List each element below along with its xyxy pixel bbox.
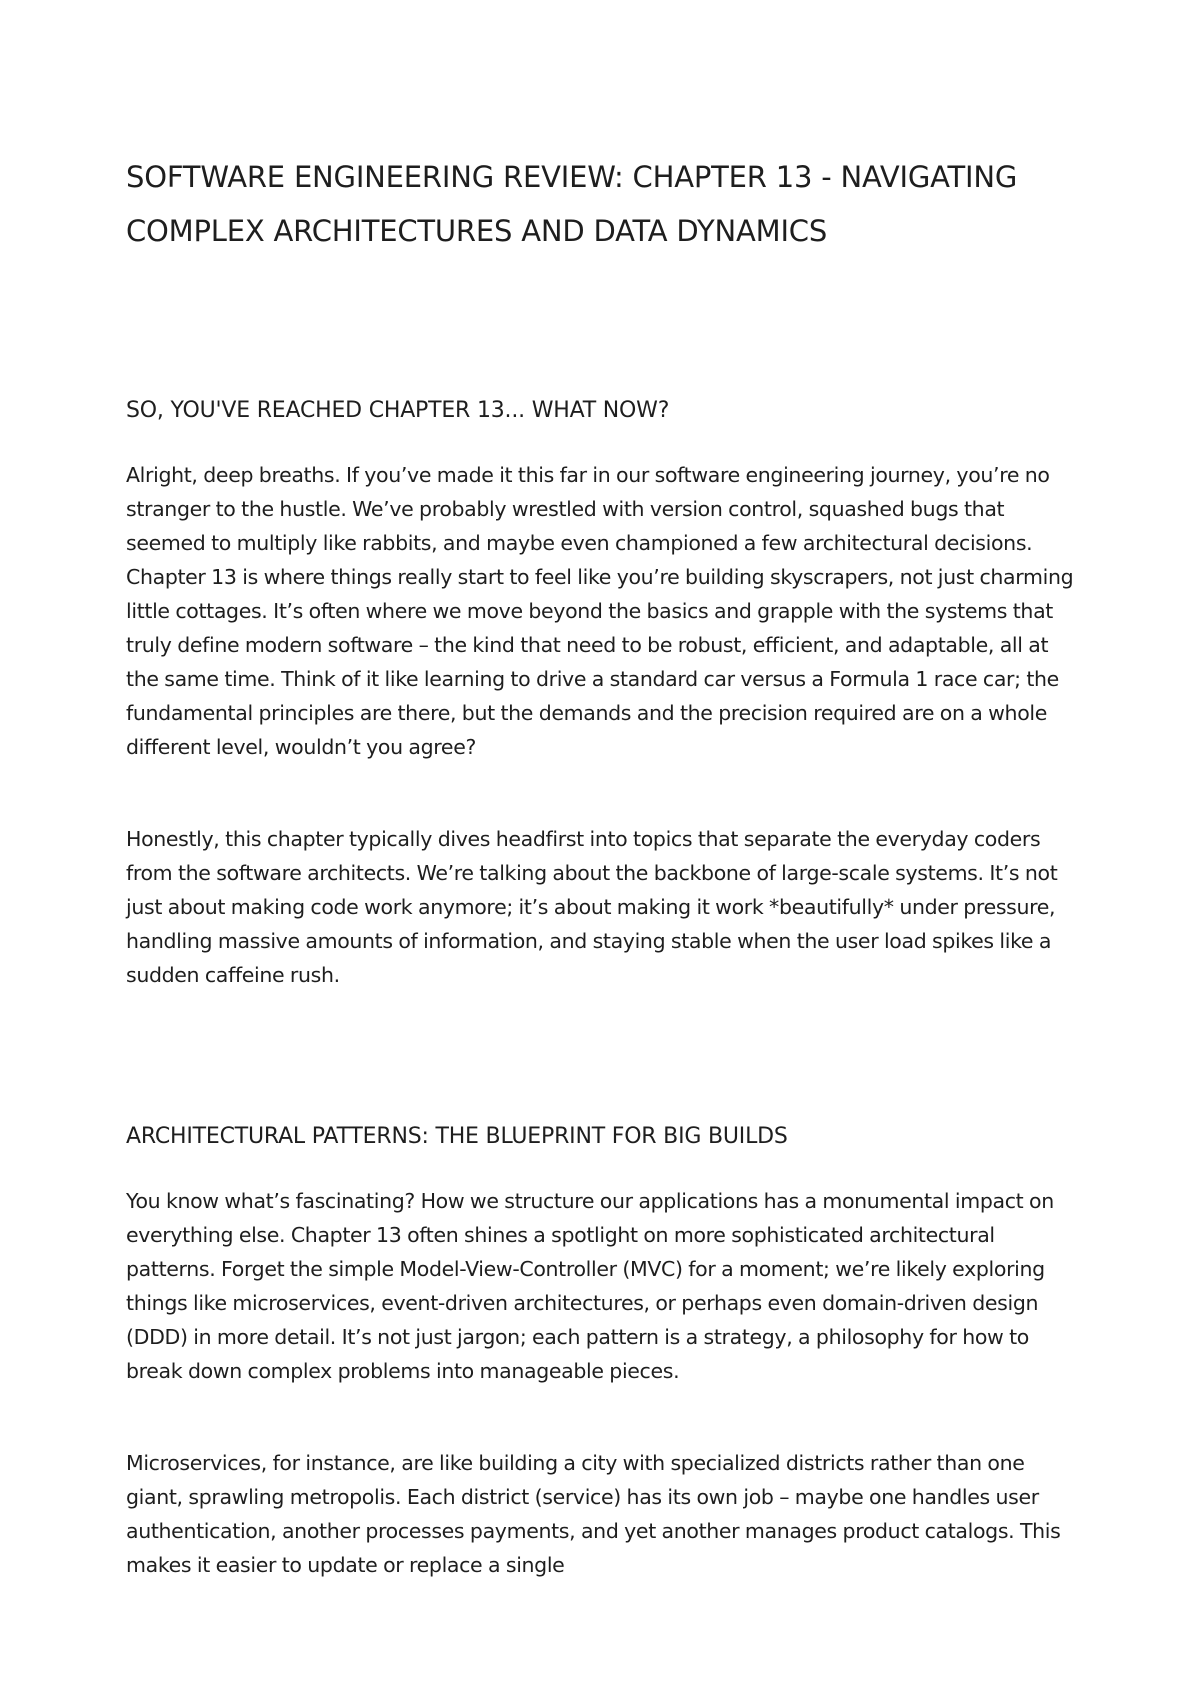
document-title: SOFTWARE ENGINEERING REVIEW: CHAPTER 13 - NAVIGATING COMPLEX ARCHITECTURES AND DATA DYNAMICS bbox=[126, 160, 1018, 248]
paragraph: Honestly, this chapter typically dives headfirst into topics that separate the everyday coders from the software architects. We’re talking about the backbone of large-scale systems. It’s not just about making code work anymore; it’s about making it work *beautifully* under pressure, handling massive amounts of information, and staying stable when the user load spikes like a sudden caffeine rush. bbox=[126, 827, 1058, 987]
section-heading-architectural-patterns: ARCHITECTURAL PATTERNS: THE BLUEPRINT FOR BIG BUILDS bbox=[126, 1124, 788, 1149]
paragraph: Microservices, for instance, are like building a city with specialized districts rather than one giant, sprawling metropolis. Each district (service) has its own job – maybe one handles user authentication, another processes payments, and yet another manages product catalogs. This makes it easier to update or replace a single bbox=[126, 1451, 1061, 1577]
paragraph: Alright, deep breaths. If you’ve made it this far in our software engineering journey, you’re no stranger to the hustle. We’ve probably wrestled with version control, squashed bugs that seemed to multiply like rabbits, and maybe even championed a few architectural decisions. Chapter 13 is where things really start to feel like you’re building skyscrapers, not just charming little cottages. It’s often where we move beyond the basics and grapple with the systems that truly define modern software – the kind that need to be robust, efficient, and adaptable, all at the same time. Think of it like learning to drive a standard car versus a Formula 1 race car; the fundamental principles are there, but the demands and the precision required are on a whole different level, wouldn’t you agree? bbox=[126, 463, 1074, 759]
paragraph: You know what’s fascinating? How we structure our applications has a monumental impact on everything else. Chapter 13 often shines a spotlight on more sophisticated architectural patterns. Forget the simple Model-View-Controller (MVC) for a moment; we’re likely exploring things like microservices, event-driven architectures, or perhaps even domain-driven design (DDD) in more detail. It’s not just jargon; each pattern is a strategy, a philosophy for how to break down complex problems into manageable pieces. bbox=[126, 1189, 1054, 1383]
section-heading-chapter-13: SO, YOU'VE REACHED CHAPTER 13... WHAT NOW? bbox=[126, 398, 670, 423]
